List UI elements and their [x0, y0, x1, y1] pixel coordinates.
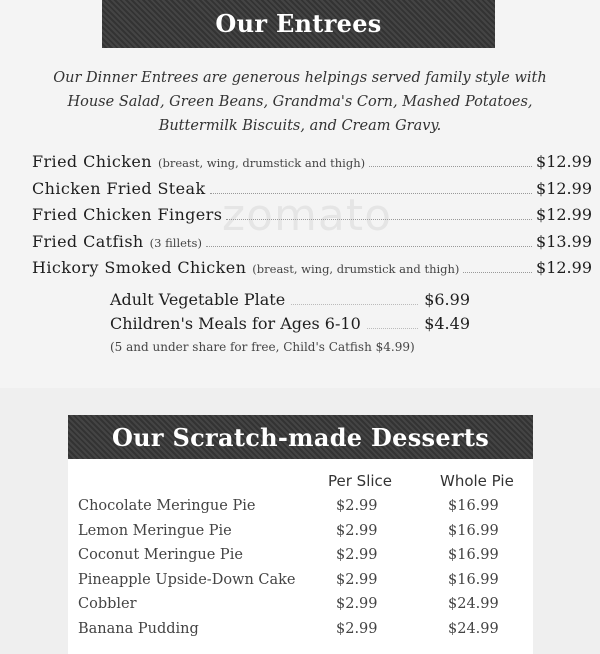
extra-name: Adult Vegetable Plate [110, 290, 286, 309]
dessert-whole-pie: $16.99 [448, 571, 499, 588]
dessert-row [78, 498, 528, 522]
entree-item [32, 152, 592, 171]
entree-price: $12.99 [536, 152, 592, 171]
entrees-intro: Our Dinner Entrees are generous helpings served family style with House Salad, Green Beans, Grandma's Corn, Mashed Potatoes, Buttermilk Biscuits, and Cream Gravy. [53, 70, 547, 134]
entrees-banner: Our Entrees [102, 0, 495, 48]
dessert-row [78, 523, 528, 547]
dessert-name: Coconut Meringue Pie [78, 547, 243, 563]
dessert-per-slice: $2.99 [336, 547, 378, 563]
dessert-name: Cobbler [78, 596, 137, 612]
leader-dots [463, 272, 532, 273]
dessert-row [78, 547, 528, 571]
dessert-row [78, 596, 528, 620]
entree-price: $13.99 [536, 231, 592, 251]
dessert-whole-pie: $16.99 [448, 522, 499, 539]
watermark: zomato [222, 190, 393, 241]
dessert-whole-pie: $16.99 [448, 547, 499, 563]
entree-name: Fried Chicken [32, 152, 152, 171]
dessert-name: Chocolate Meringue Pie [78, 498, 256, 514]
entree-item [32, 232, 592, 251]
entree-note: (3 fillets) [149, 235, 202, 250]
dessert-name: Pineapple Upside-Down Cake [78, 571, 296, 588]
entree-item [32, 179, 592, 198]
header-whole-pie: Whole Pie [440, 472, 514, 490]
entree-price: $12.99 [536, 178, 592, 198]
leader-dots [367, 328, 418, 329]
extra-price: $4.49 [424, 314, 470, 333]
entree-price: $12.99 [536, 205, 592, 224]
dessert-row [78, 572, 528, 596]
entree-note: (breast, wing, drumstick and thigh) [252, 262, 460, 276]
extra-name: Children's Meals for Ages 6-10 [110, 314, 361, 333]
extras-note [110, 340, 470, 354]
extra-item [110, 290, 470, 309]
dessert-per-slice: $2.99 [336, 620, 378, 637]
dessert-name: Banana Pudding [78, 620, 199, 637]
entree-name: Hickory Smoked Chicken [32, 258, 247, 277]
dessert-whole-pie: $16.99 [448, 498, 499, 514]
dessert-row [78, 621, 528, 645]
leader-dots [291, 304, 418, 305]
dessert-per-slice: $2.99 [336, 522, 378, 539]
entree-note: (breast, wing, drumstick and thigh) [157, 156, 366, 170]
entree-name: Fried Catfish [32, 231, 144, 251]
extras-note-text: (5 and under share for free, Child's Catfish $4.99) [110, 340, 415, 354]
dessert-whole-pie: $24.99 [448, 596, 499, 612]
entree-item [32, 205, 592, 224]
extra-item [110, 314, 470, 333]
leader-dots [210, 193, 532, 194]
leader-dots [369, 166, 532, 167]
dessert-per-slice: $2.99 [336, 571, 378, 588]
dessert-whole-pie: $24.99 [448, 620, 499, 637]
entree-item [32, 258, 592, 277]
dessert-per-slice: $2.99 [336, 498, 378, 514]
leader-dots [206, 246, 532, 247]
dessert-per-slice: $2.99 [336, 596, 378, 612]
entree-name: Fried Chicken Fingers [32, 205, 223, 224]
entree-price: $12.99 [536, 258, 592, 277]
leader-dots [226, 219, 532, 220]
entree-name: Chicken Fried Steak [32, 178, 206, 198]
dessert-name: Lemon Meringue Pie [78, 522, 232, 539]
extra-price: $6.99 [424, 290, 470, 309]
desserts-banner: Our Scratch-made Desserts [68, 415, 533, 459]
header-per-slice: Per Slice [328, 472, 393, 490]
